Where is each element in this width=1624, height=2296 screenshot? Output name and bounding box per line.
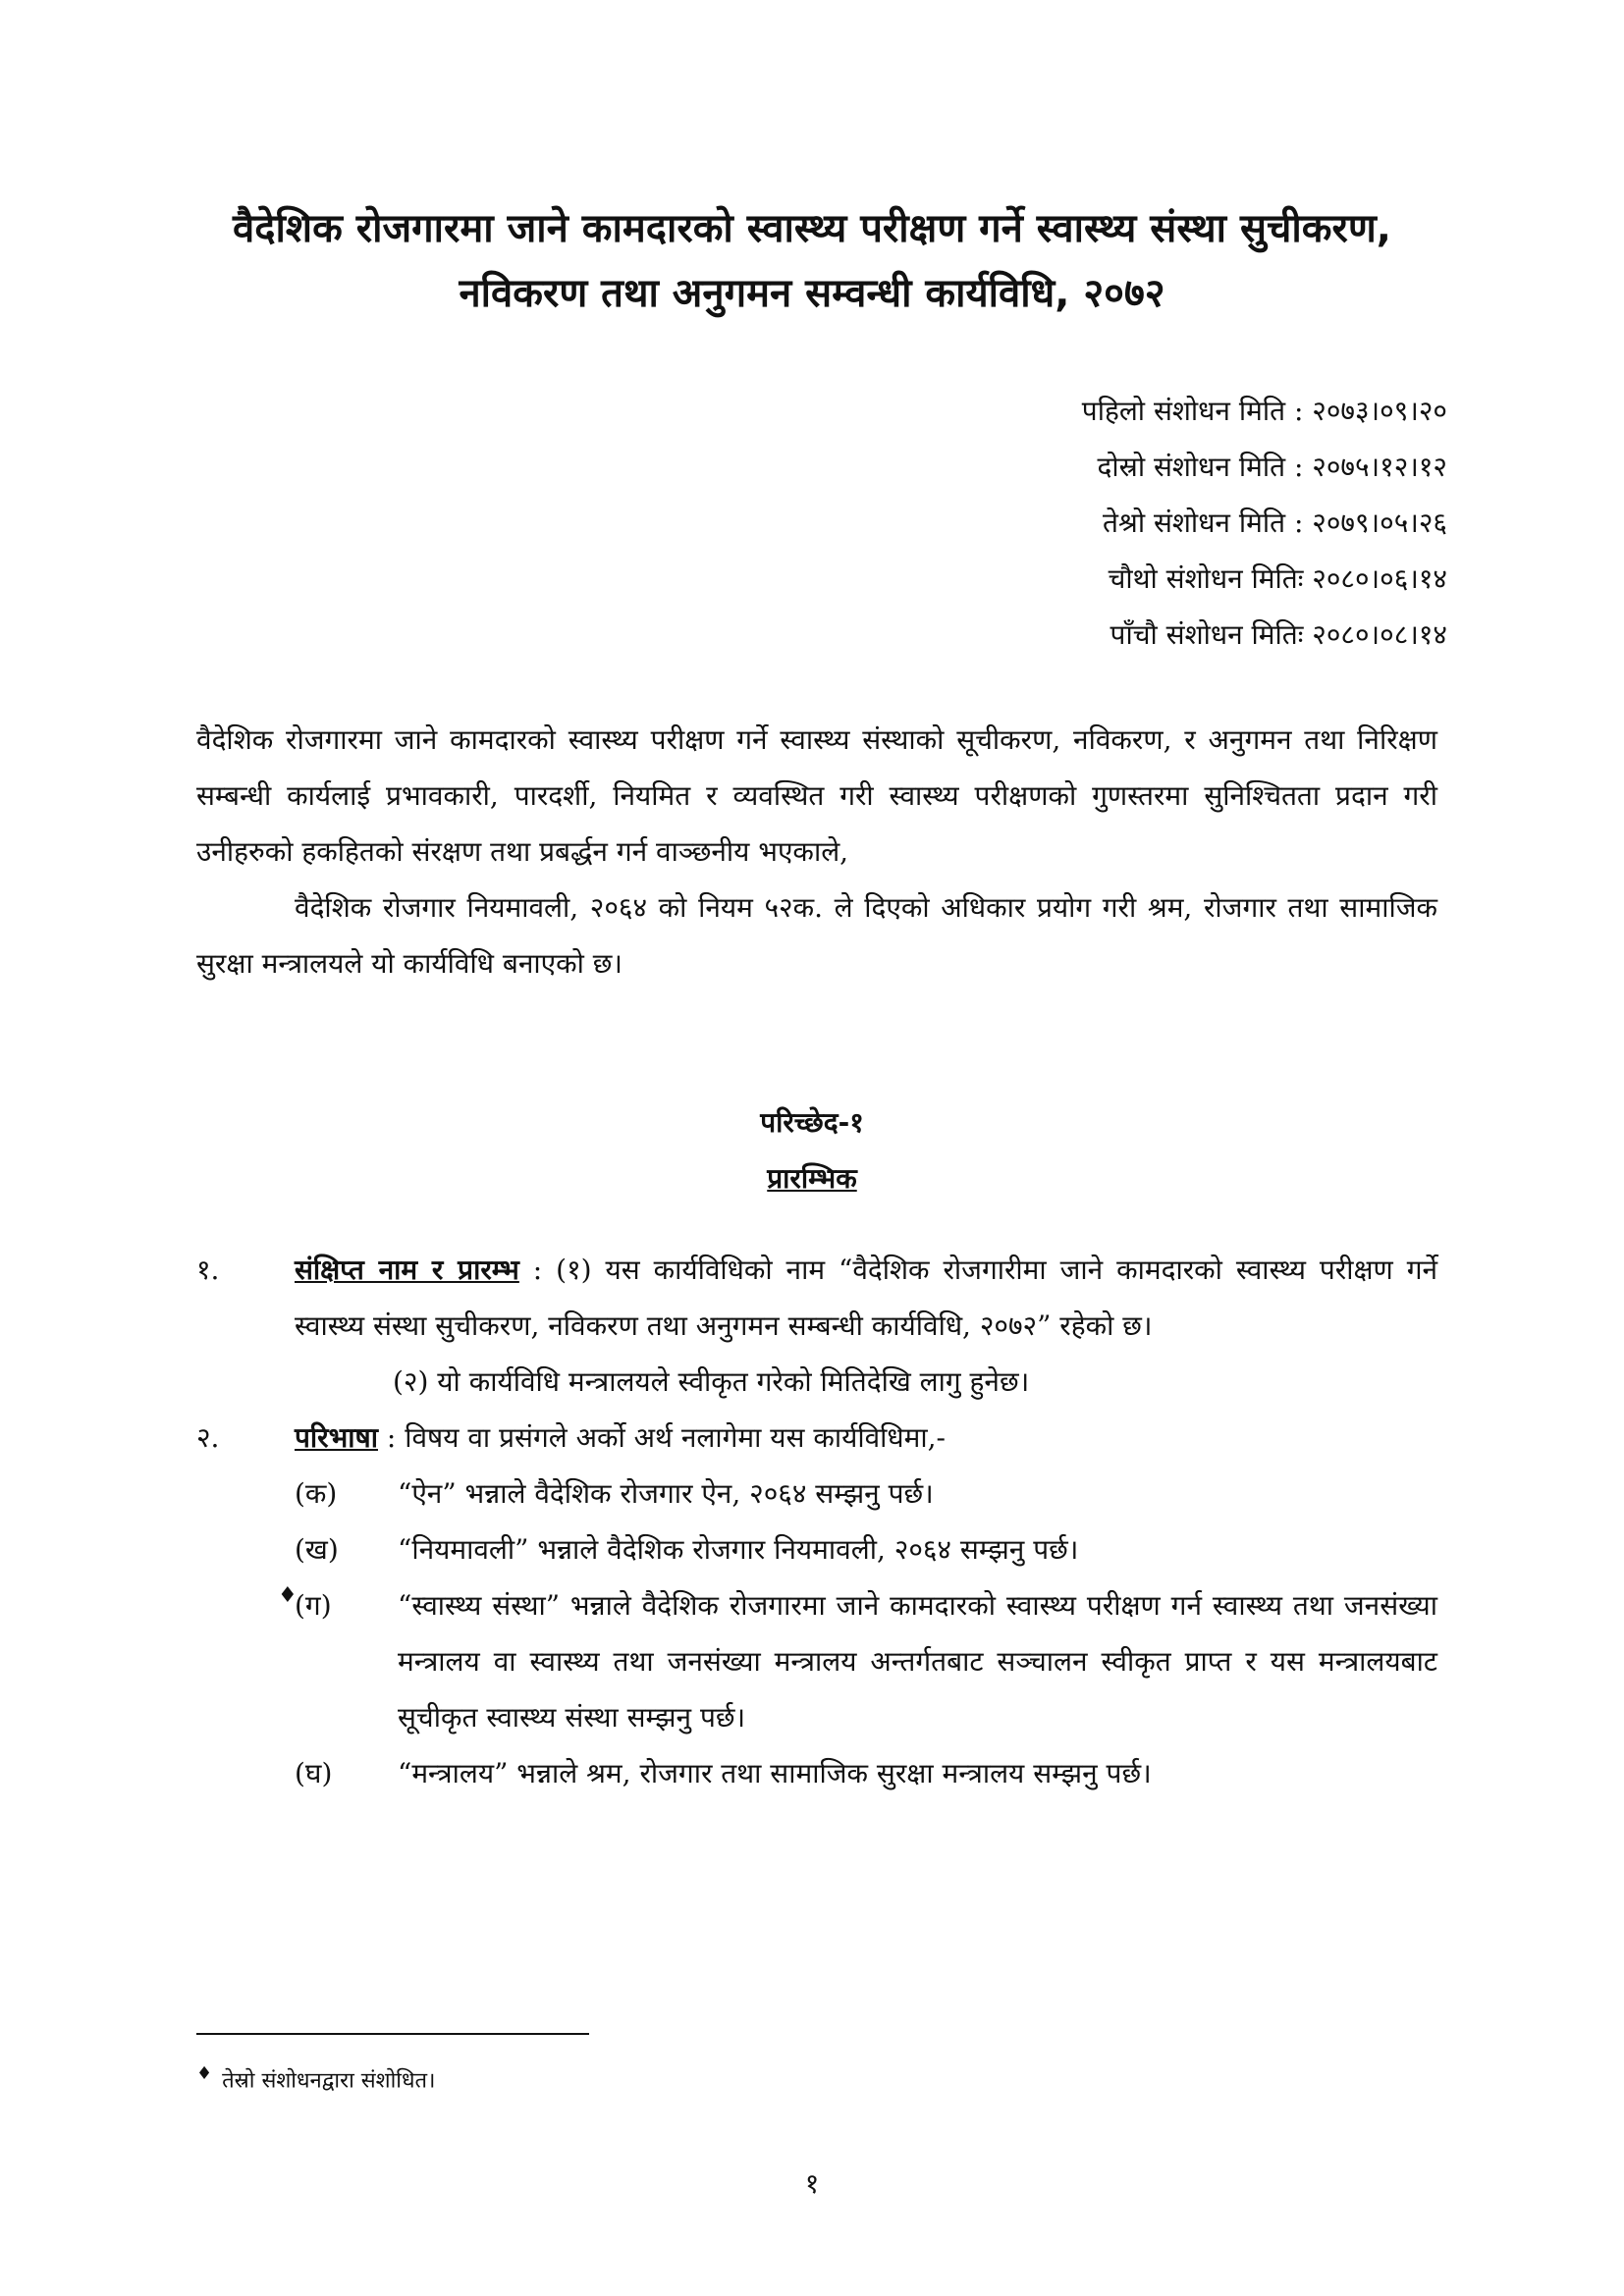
definition-label: (ख) <box>295 1533 339 1566</box>
amendment-date-4: चौथो संशोधन मितिः २०८०।०६।१४ <box>1108 562 1447 595</box>
chapter-heading <box>0 1095 1624 1206</box>
definition-label: (घ) <box>295 1757 333 1789</box>
amendment-marker-icon: ♦ <box>278 1583 298 1608</box>
definition-label: (क) <box>295 1477 338 1510</box>
preamble <box>196 712 1437 991</box>
section-1-number: १. <box>196 1254 220 1286</box>
sections <box>196 1242 1437 1801</box>
section-1-heading: संक्षिप्त नाम र प्रारम्भ <box>295 1254 519 1286</box>
chapter-label: परिच्छेद-१ <box>760 1106 864 1139</box>
page-number: १ <box>804 2167 820 2200</box>
footnote-text: तेस्रो संशोधनद्वारा संशोधित। <box>222 2068 436 2094</box>
section-2 <box>196 1410 1437 1466</box>
title-line-2: नविकरण तथा अनुगमन सम्वन्धी कार्यविधि, २०७२ <box>459 271 1165 316</box>
section-1-subsection-2 <box>196 1354 1437 1410</box>
definition-ka <box>196 1466 1437 1522</box>
definition-text: “ऐन” भन्नाले वैदेशिक रोजगार ऐन, २०६४ सम्झनु पर्छ। <box>398 1477 934 1510</box>
section-2-number: २. <box>196 1421 220 1454</box>
footnote-divider <box>196 2033 589 2035</box>
definition-text: “नियमावली” भन्नाले वैदेशिक रोजगार नियमावली, २०६४ सम्झनु पर्छ। <box>398 1533 1079 1566</box>
definition-text: “मन्त्रालय” भन्नाले श्रम, रोजगार तथा सामाजिक सुरक्षा मन्त्रालय सम्झनु पर्छ। <box>398 1757 1152 1789</box>
preamble-paragraph-2: वैदेशिक रोजगार नियमावली, २०६४ को नियम ५२क. ले दिएको अधिकार प्रयोग गरी श्रम, रोजगार तथा सामाजिक सुरक्षा मन्त्रालयले यो कार्यविधि बनाएको छ। <box>196 891 1437 980</box>
definition-ga <box>196 1577 1437 1745</box>
document-title <box>147 196 1477 326</box>
amendment-date-5: पाँचौ संशोधन मितिः २०८०।०८।१४ <box>1110 618 1447 651</box>
amendment-date-3: तेश्रो संशोधन मिति : २०७९।०५।२६ <box>1103 507 1447 539</box>
amendment-date-1: पहिलो संशोधन मिति : २०७३।०९।२० <box>1081 395 1447 427</box>
title-line-1: वैदेशिक रोजगारमा जाने कामदारको स्वास्थ्य परीक्षण गर्ने स्वास्थ्य संस्था सुचीकरण, <box>233 206 1391 251</box>
section-1 <box>196 1242 1437 1354</box>
definition-text: “स्वास्थ्य संस्था” भन्नाले वैदेशिक रोजगारमा जाने कामदारको स्वास्थ्य परीक्षण गर्न स्वास्थ्य तथा जनसंख्या मन्त्रालय वा स्वास्थ्य तथा जनसंख्या मन्त्रालय अन्तर्गतबाट सञ्चालन स्वीकृत प्राप्त र यस मन्त्रालयबाट सूचीकृत स्वास्थ्य संस्था सम्झनु पर्छ। <box>398 1589 1437 1734</box>
definition-label: (ग) <box>295 1589 332 1622</box>
section-2-text: : विषय वा प्रसंगले अर्को अर्थ नलागेमा यस कार्यविधिमा,- <box>377 1421 946 1454</box>
definition-gha <box>196 1745 1437 1801</box>
section-2-heading: परिभाषा <box>295 1421 378 1454</box>
section-1-sub2-text: (२) यो कार्यविधि मन्त्रालयले स्वीकृत गरेको मितिदेखि लागु हुनेछ। <box>393 1365 1030 1398</box>
definition-kha <box>196 1522 1437 1577</box>
footnote-marker-icon: ♦ <box>196 2063 213 2084</box>
footnote <box>196 2059 435 2096</box>
section-1-text: : (१) यस कार्यविधिको नाम “वैदेशिक रोजगारीमा जाने कामदारको स्वास्थ्य परीक्षण गर्ने स्वास्थ्य संस्था सुचीकरण, नविकरण तथा अनुगमन सम्बन्धी कार्यविधि, २०७२” रहेको छ। <box>295 1254 1438 1342</box>
amendment-dates <box>1082 383 1447 663</box>
amendment-date-2: दोस्रो संशोधन मिति : २०७५।१२।१२ <box>1097 451 1447 483</box>
chapter-title: प्रारम्भिक <box>767 1162 857 1195</box>
preamble-paragraph-1: वैदेशिक रोजगारमा जाने कामदारको स्वास्थ्य परीक्षण गर्ने स्वास्थ्य संस्थाको सूचीकरण, नविकरण, र अनुगमन तथा निरिक्षण सम्बन्धी कार्यलाई प्रभावकारी, पारदर्शी, नियमित र व्यवस्थित गरी स्वास्थ्य परीक्षणको गुणस्तरमा सुनिश्चितता प्रदान गरी उनीहरुको हकहितको संरक्षण तथा प्रबर्द्धन गर्न वाञ्छनीय भएकाले, <box>196 723 1437 868</box>
